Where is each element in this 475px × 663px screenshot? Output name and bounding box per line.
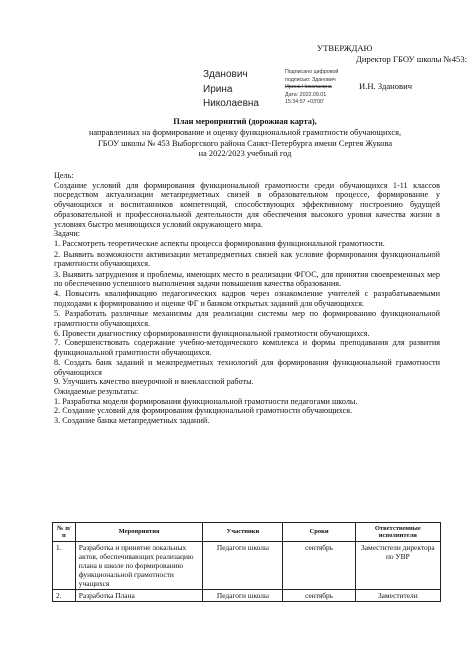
header-responsible: Ответственные исполнители bbox=[355, 523, 440, 542]
approval-heading: УТВЕРЖДАЮ bbox=[317, 43, 373, 53]
cell-responsible: Заместители bbox=[355, 590, 440, 602]
document-body bbox=[54, 171, 440, 426]
task-item: 8. Создать банк заданий и межпредметных технологий для формирования функциональной грамотности обучающихся bbox=[54, 357, 440, 377]
result-item: 1. Разработка модели формирования функциональной грамотности педагогами школы. bbox=[54, 396, 358, 406]
header-deadlines: Сроки bbox=[283, 523, 355, 542]
tasks-label: Задачи: bbox=[54, 229, 80, 239]
header-number: № п/п bbox=[53, 523, 76, 542]
task-item: 7. Совершенствовать содержание учебно-методического комплекса и формы преподавания для развития функциональной грамотности обучающихся. bbox=[54, 338, 440, 358]
task-item: 2. Выявить возможности активизации метапредметных связей как условие формирования функциональной грамотности обучающихся. bbox=[54, 249, 440, 269]
signature-details: Подписано цифровой подписью: Зданович Ирина Николаевна Дата: 2022.09.01 15:34:57 +03'00' bbox=[285, 69, 339, 106]
cell-event: Разработка Плана bbox=[75, 590, 203, 602]
cell-number: 1. bbox=[53, 542, 76, 590]
title-line-1: План мероприятий (дорожная карта), bbox=[173, 117, 317, 126]
plan-table bbox=[52, 522, 441, 602]
signature-name: Зданович Ирина Николаевна bbox=[203, 69, 259, 109]
header-events: Мероприятия bbox=[75, 523, 203, 542]
task-item: 5. Разработать различные механизмы для реализации системы мер по формированию функциональной грамотности обучающихся. bbox=[54, 309, 440, 329]
goal-label: Цель: bbox=[54, 171, 74, 180]
cell-event: Разработка и принятие локальных актов, обеспечивающих реализацию плана в школе по формированию функциональной грамотности учащихся bbox=[75, 542, 203, 590]
title-line-2: направленных на формирование и оценку функциональной грамотности обучающихся, bbox=[88, 127, 402, 137]
task-item: 3. Выявить затруднения и проблемы, имеющих место в реализации ФГОС, для принятия своевременных мер по обеспечению успешного выполнения задачи повышения качества образования. bbox=[54, 269, 440, 289]
cell-number: 2. bbox=[53, 590, 76, 602]
table-row bbox=[53, 542, 441, 590]
approval-block bbox=[262, 43, 467, 65]
result-item: 3. Создание банка метапредметных заданий. bbox=[54, 416, 210, 426]
task-item: 1. Рассмотреть теоретические аспекты процесса формирования функциональной грамотности. bbox=[54, 239, 385, 249]
result-item: 2. Создание условий для формирования функциональной грамотности обучающихся. bbox=[54, 406, 353, 416]
cell-responsible: Заместители директора по УВР bbox=[355, 542, 440, 590]
cell-deadline: сентябрь bbox=[283, 542, 355, 590]
document-title bbox=[40, 117, 450, 160]
approval-position: Директор ГБОУ школы №453: bbox=[355, 54, 467, 64]
task-item: 4. Повысить квалификацию педагогических кадров через ознакомление учителей с разрабатываемыми подходами к формированию и оценке ФГ и банком открытых заданий для обучающихся. bbox=[54, 289, 440, 309]
task-item: 9. Улучшить качество внеурочной и внеклассной работы. bbox=[54, 377, 254, 387]
digital-signature bbox=[203, 68, 473, 108]
cell-participants: Педагоги школы bbox=[203, 542, 283, 590]
table-row bbox=[53, 590, 441, 602]
results-label: Ожидаемые результаты: bbox=[54, 386, 139, 396]
title-line-4: на 2022/2023 учебный год bbox=[198, 149, 292, 159]
header-participants: Участники bbox=[203, 523, 283, 542]
signature-printed-name: И.Н. Зданович bbox=[359, 81, 413, 91]
cell-participants: Педагоги школы bbox=[203, 590, 283, 602]
title-line-3: ГБОУ школы № 453 Выборгского района Санкт-Петербурга имени Сергея Жукова bbox=[97, 138, 393, 148]
task-item: 6. Провести диагностику сформированности функциональной грамотности обучающихся. bbox=[54, 328, 370, 338]
cell-deadline: сентябрь bbox=[283, 590, 355, 602]
table-header-row bbox=[53, 523, 441, 542]
goal-text: Создание условий для формирования функциональной грамотности среди обучающихся 1-11 классов посредством актуализации метапредметных связей в образовательном процессе, формирование у обучающихся и воспитанников компетенций, способствующих эффективному построению будущей образовательной и профессиональной деятельности для обеспечения высокого уровня качества жизни в условиях быстро меняющихся условий окружающего мира. bbox=[54, 180, 440, 229]
